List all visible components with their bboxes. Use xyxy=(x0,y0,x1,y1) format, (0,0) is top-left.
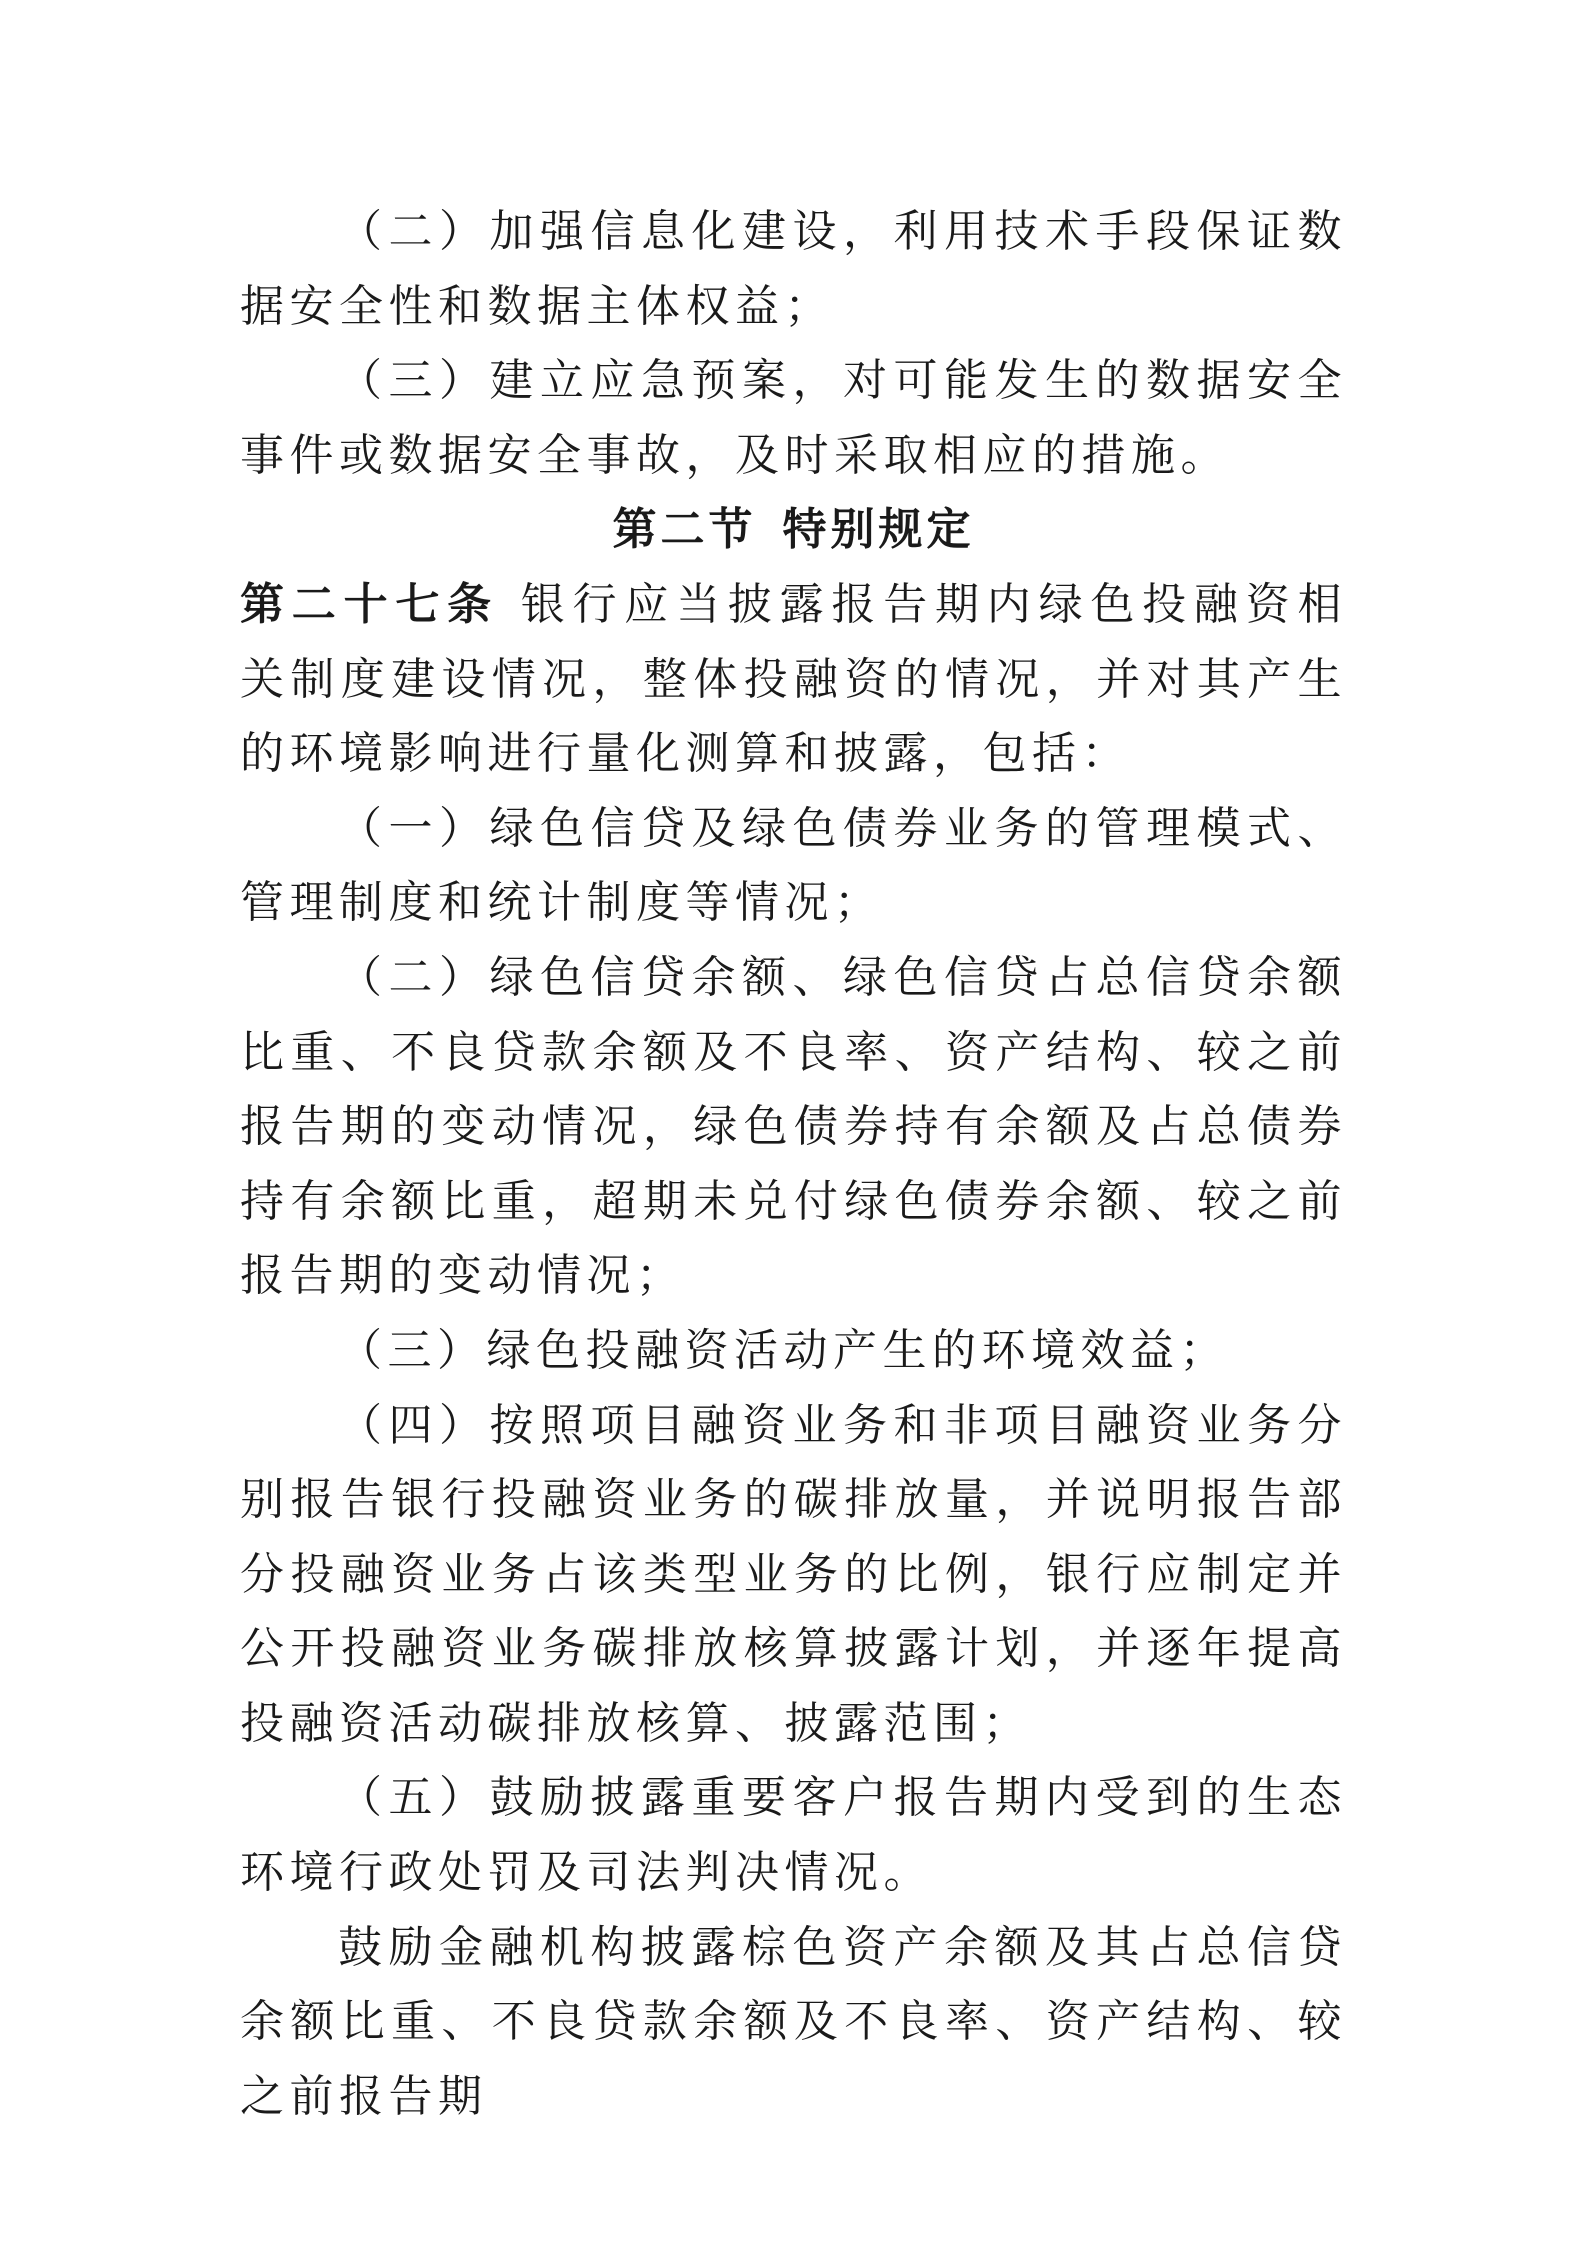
list-item-2: （二）绿色信贷余额、绿色信贷占总信贷余额比重、不良贷款余额及不良率、资产结构、较之前报告期的变动情况，绿色债券持有余额及占总债券持有余额比重，超期未兑付绿色债券余额、较之前报告期的变动情况； xyxy=(240,951,1347,1302)
list-item-4: （四）按照项目融资业务和非项目融资业务分别报告银行投融资业务的碳排放量，并说明报告部分投融资业务占该类型业务的比例，银行应制定并公开投融资业务碳排放核算披露计划，并逐年提高投融资活动碳排放核算、披露范围； xyxy=(240,1399,1347,1749)
closing-paragraph: 鼓励金融机构披露棕色资产余额及其占总信贷余额比重、不良贷款余额及不良率、资产结构、较之前报告期 xyxy=(240,1921,1347,2122)
paragraph-item-2: （二）加强信息化建设，利用技术手段保证数据安全性和数据主体权益； xyxy=(240,206,1347,332)
list-item-5: （五）鼓励披露重要客户报告期内受到的生态环境行政处罚及司法判决情况。 xyxy=(240,1772,1347,1899)
section-number: 第二节 xyxy=(612,504,757,556)
article-number: 第二十七条 xyxy=(240,578,499,630)
paragraph-item-3: （三）建立应急预案，对可能发生的数据安全事件或数据安全事故，及时采取相应的措施。 xyxy=(240,355,1347,481)
article-text: 银行应当披露报告期内绿色投融资相关制度建设情况，整体投融资的情况，并对其产生的环境影响进行量化测算和披露，包括： xyxy=(240,578,1348,780)
list-item-1: （一）绿色信贷及绿色债券业务的管理模式、管理制度和统计制度等情况； xyxy=(240,802,1347,929)
list-item-3: （三）绿色投融资活动产生的环境效益； xyxy=(338,1324,1229,1376)
article-27 xyxy=(240,568,1347,792)
document-body xyxy=(240,195,1347,2134)
section-heading xyxy=(240,493,1347,568)
section-title: 特别规定 xyxy=(782,504,975,556)
